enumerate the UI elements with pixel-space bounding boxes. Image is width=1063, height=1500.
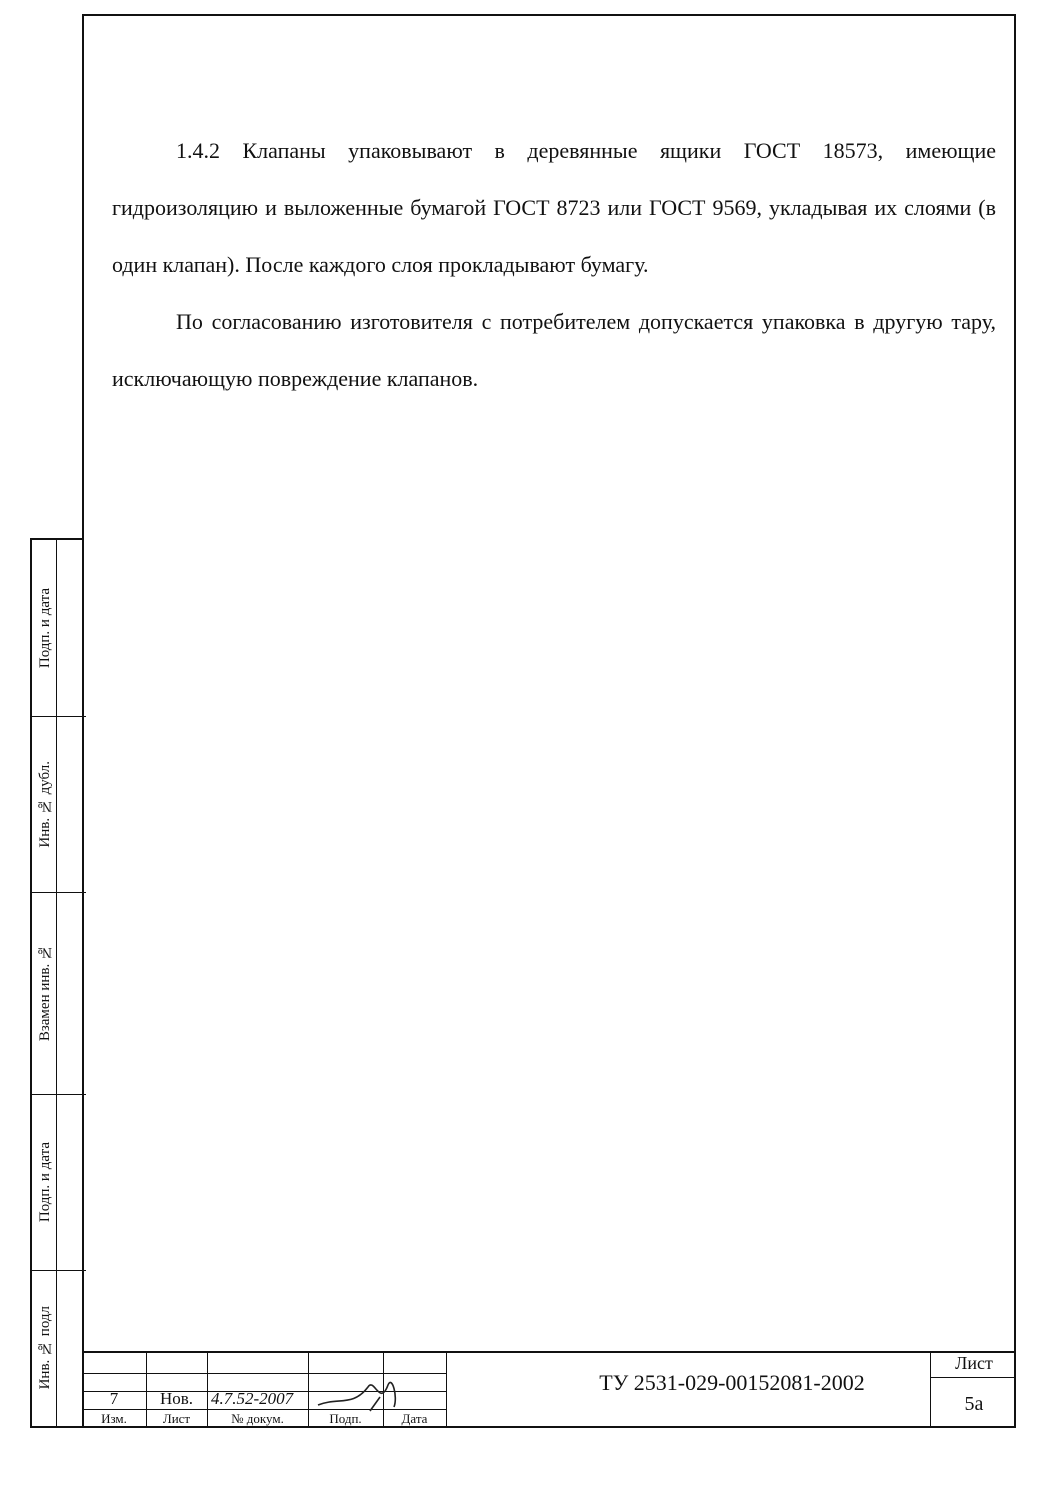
side-label-vzamen-inv: Взамен инв. №: [36, 944, 53, 1042]
date-header: Дата: [401, 1411, 428, 1426]
document-body: [112, 122, 996, 407]
side-stamp: [30, 538, 84, 1428]
side-label-sign-date-1: Подп. и дата: [36, 587, 53, 669]
side-label-inv-dubl: Инв. № дубл.: [36, 760, 53, 848]
list-value: Нов.: [159, 1389, 194, 1408]
izm-value: 7: [109, 1389, 119, 1408]
paragraph-2: По согласованию изготовителя с потребителем допускается упаковка в другую тару, исключающую повреждение клапанов.: [112, 309, 996, 391]
document-designation: ТУ 2531-029-00152081-2002: [599, 1370, 865, 1395]
side-label-sign-date-2: Подп. и дата: [36, 1141, 53, 1223]
izm-header: Изм.: [101, 1411, 127, 1426]
sheet-number: 5а: [964, 1393, 984, 1415]
side-label-inv-podl: Инв. № подл: [36, 1306, 53, 1390]
paragraph-1: 1.4.2 Клапаны упаковывают в деревянные ящики ГОСТ 18573, имеющие гидроизоляцию и выложенные бумагой ГОСТ 8723 или ГОСТ 9569, укладывая их слоями (в один клапан). После каждого слоя прокладывают бумагу.: [112, 138, 996, 277]
doc-number-value: 4.7.52-2007: [211, 1389, 294, 1408]
sheet-label: Лист: [955, 1353, 993, 1373]
signature-header: Подп.: [329, 1411, 362, 1426]
list-header: Лист: [162, 1411, 191, 1426]
doc-number-header: № докум.: [231, 1411, 284, 1426]
handwritten-signature: [308, 1367, 408, 1417]
